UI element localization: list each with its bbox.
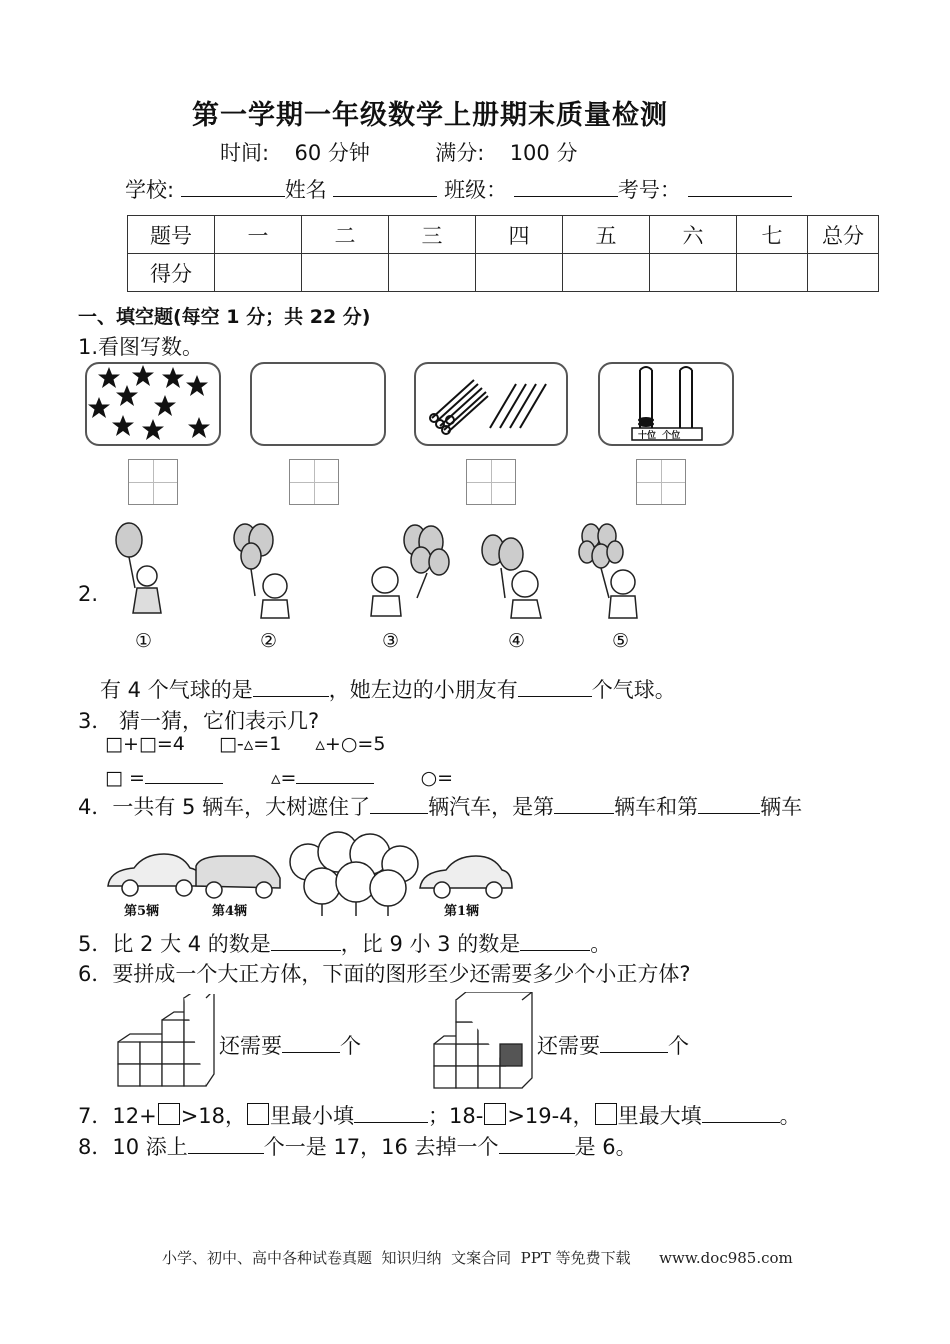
score-label: 满分: <box>435 141 485 165</box>
school-label: 学校: <box>125 178 175 202</box>
q2-blank-2[interactable] <box>518 676 592 697</box>
q6-unit-label: 个 <box>668 1034 689 1058</box>
q7-text-b: >18， <box>180 1104 247 1128</box>
score-cell[interactable] <box>737 254 808 292</box>
score-header-cell: 一 <box>215 216 302 254</box>
abacus-card <box>598 362 734 446</box>
question-6-text: 6．要拼成一个大正方体，下面的图形至少还需要多少个小正方体? <box>78 962 691 986</box>
q3-equation: ▵+○=5 <box>315 733 386 755</box>
q6-part-2 <box>537 1030 689 1060</box>
q8-blank[interactable] <box>188 1133 264 1154</box>
empty-card <box>250 362 386 446</box>
q7-text-d: ；18- <box>428 1104 484 1128</box>
q3-answer-label: ○= <box>420 767 454 789</box>
question-2-text <box>100 674 676 704</box>
stars-card <box>85 362 221 446</box>
score-table-header-row <box>128 216 879 254</box>
question-1-text: 1.看图写数。 <box>78 335 204 359</box>
score-header-cell: 总分 <box>808 216 879 254</box>
answer-box[interactable] <box>158 1103 180 1125</box>
cube-stack-2-icon <box>432 992 536 1090</box>
answer-box <box>247 1103 269 1125</box>
answer-box <box>595 1103 617 1125</box>
score-row-label: 得分 <box>128 254 215 292</box>
q7-text-a: 7．12+ <box>78 1104 157 1128</box>
q6-blank[interactable] <box>600 1032 668 1053</box>
sticks-card <box>414 362 568 446</box>
child-marker: ② <box>260 630 278 652</box>
q5-blank[interactable] <box>520 930 590 951</box>
q4-text-b: 辆汽车，是第 <box>428 795 555 819</box>
q4-text-d: 辆车 <box>760 795 803 819</box>
question-2-number: 2. <box>78 582 99 606</box>
time-value: 60 分钟 <box>294 141 370 165</box>
q7-text-e: >19-4， <box>507 1104 594 1128</box>
q3-equation: □+□=4 <box>105 733 185 755</box>
name-label: 姓名 <box>284 178 327 202</box>
child-marker: ① <box>135 630 153 652</box>
q6-blank[interactable] <box>282 1032 340 1053</box>
balloon-children-illustration <box>105 518 665 630</box>
answer-grid-box[interactable] <box>128 459 178 505</box>
q3-answer-label: ▵= <box>271 767 297 789</box>
score-cell[interactable] <box>808 254 879 292</box>
q4-blank[interactable] <box>554 793 614 814</box>
score-cell[interactable] <box>563 254 650 292</box>
score-cell[interactable] <box>389 254 476 292</box>
student-fields <box>125 174 792 204</box>
class-blank[interactable] <box>514 176 618 197</box>
q8-text-c: 是 6。 <box>574 1135 637 1159</box>
cube-stack-1-icon <box>116 994 216 1088</box>
ones-label: 个位 <box>662 431 681 441</box>
score-header-cell: 题号 <box>128 216 215 254</box>
exam-no-blank[interactable] <box>688 176 792 197</box>
q3-blank[interactable] <box>296 763 374 784</box>
child-marker: ④ <box>508 630 526 652</box>
time-label: 时间: <box>220 141 270 165</box>
score-header-cell: 七 <box>737 216 808 254</box>
score-header-cell: 五 <box>563 216 650 254</box>
q7-blank[interactable] <box>354 1102 428 1123</box>
q6-need-label: 还需要 <box>537 1034 600 1058</box>
q7-text-f: 里最大填 <box>617 1104 702 1128</box>
score-header-cell: 三 <box>389 216 476 254</box>
q3-answers <box>105 763 453 789</box>
q3-equation: □-▵=1 <box>218 733 282 755</box>
q3-blank[interactable] <box>145 763 223 784</box>
q6-need-label: 还需要 <box>219 1034 282 1058</box>
class-label: 班级： <box>444 178 508 202</box>
score-table-score-row <box>128 254 879 292</box>
question-7-text <box>78 1100 801 1130</box>
q2-text-b: ，她左边的小朋友有 <box>328 678 518 702</box>
abacus-labels <box>638 428 680 441</box>
counting-sticks-icon <box>416 364 566 444</box>
q2-text-c: 个气球。 <box>591 678 676 702</box>
score-cell[interactable] <box>302 254 389 292</box>
page-footer: 小学、初中、高中各种试卷真题 知识归纳 文案合同 PPT 等免费下载 www.doc985.com <box>162 1249 793 1267</box>
q4-text-c: 辆车和第 <box>614 795 699 819</box>
q6-unit-label: 个 <box>340 1034 361 1058</box>
answer-grid-box[interactable] <box>466 459 516 505</box>
school-blank[interactable] <box>181 176 285 197</box>
q5-blank[interactable] <box>271 930 341 951</box>
name-blank[interactable] <box>333 176 437 197</box>
score-table <box>127 215 879 292</box>
q4-blank[interactable] <box>370 793 428 814</box>
tens-label: 十位 <box>638 431 657 441</box>
q5-text-a: 5．比 2 大 4 的数是 <box>78 932 271 956</box>
section-heading: 一、填空题(每空 1 分；共 22 分) <box>78 306 371 328</box>
car-label: 第1辆 <box>444 904 480 919</box>
stars-icon <box>87 364 219 444</box>
car-label: 第5辆 <box>124 904 160 919</box>
score-cell[interactable] <box>650 254 737 292</box>
question-5-text <box>78 928 611 958</box>
q7-text-c: 里最小填 <box>270 1104 355 1128</box>
answer-grid-box[interactable] <box>636 459 686 505</box>
page-title: 第一学期一年级数学上册期末质量检测 <box>192 100 668 131</box>
q2-text-a: 有 4 个气球的是 <box>100 678 253 702</box>
q5-text-c: 。 <box>590 932 612 956</box>
q6-part-1 <box>219 1030 361 1060</box>
score-cell[interactable] <box>215 254 302 292</box>
q8-text-a: 8．10 添上 <box>78 1135 188 1159</box>
score-header-cell: 二 <box>302 216 389 254</box>
child-marker: ⑤ <box>612 630 630 652</box>
question-4-text <box>78 791 802 821</box>
score-header-cell: 六 <box>650 216 737 254</box>
answer-grid-box[interactable] <box>289 459 339 505</box>
exam-info <box>220 137 577 167</box>
q4-blank[interactable] <box>698 793 760 814</box>
score-cell[interactable] <box>476 254 563 292</box>
q8-text-b: 个一是 17，16 去掉一个 <box>263 1135 499 1159</box>
exam-no-label: 考号： <box>617 178 681 202</box>
q3-equations <box>105 733 385 755</box>
child-marker: ③ <box>382 630 400 652</box>
answer-box[interactable] <box>484 1103 506 1125</box>
question-3-text: 3． 猜一猜，它们表示几? <box>78 709 320 733</box>
score-header-cell: 四 <box>476 216 563 254</box>
car-label: 第4辆 <box>212 904 248 919</box>
q8-blank[interactable] <box>499 1133 575 1154</box>
q5-text-b: ，比 9 小 3 的数是 <box>340 932 521 956</box>
q7-text-g: 。 <box>779 1104 801 1128</box>
q2-blank-1[interactable] <box>253 676 329 697</box>
question-8-text <box>78 1131 637 1161</box>
q4-text-a: 4．一共有 5 辆车，大树遮住了 <box>78 795 371 819</box>
q3-answer-label: □ = <box>105 767 145 789</box>
score-value: 100 分 <box>509 141 578 165</box>
q7-blank[interactable] <box>702 1102 780 1123</box>
